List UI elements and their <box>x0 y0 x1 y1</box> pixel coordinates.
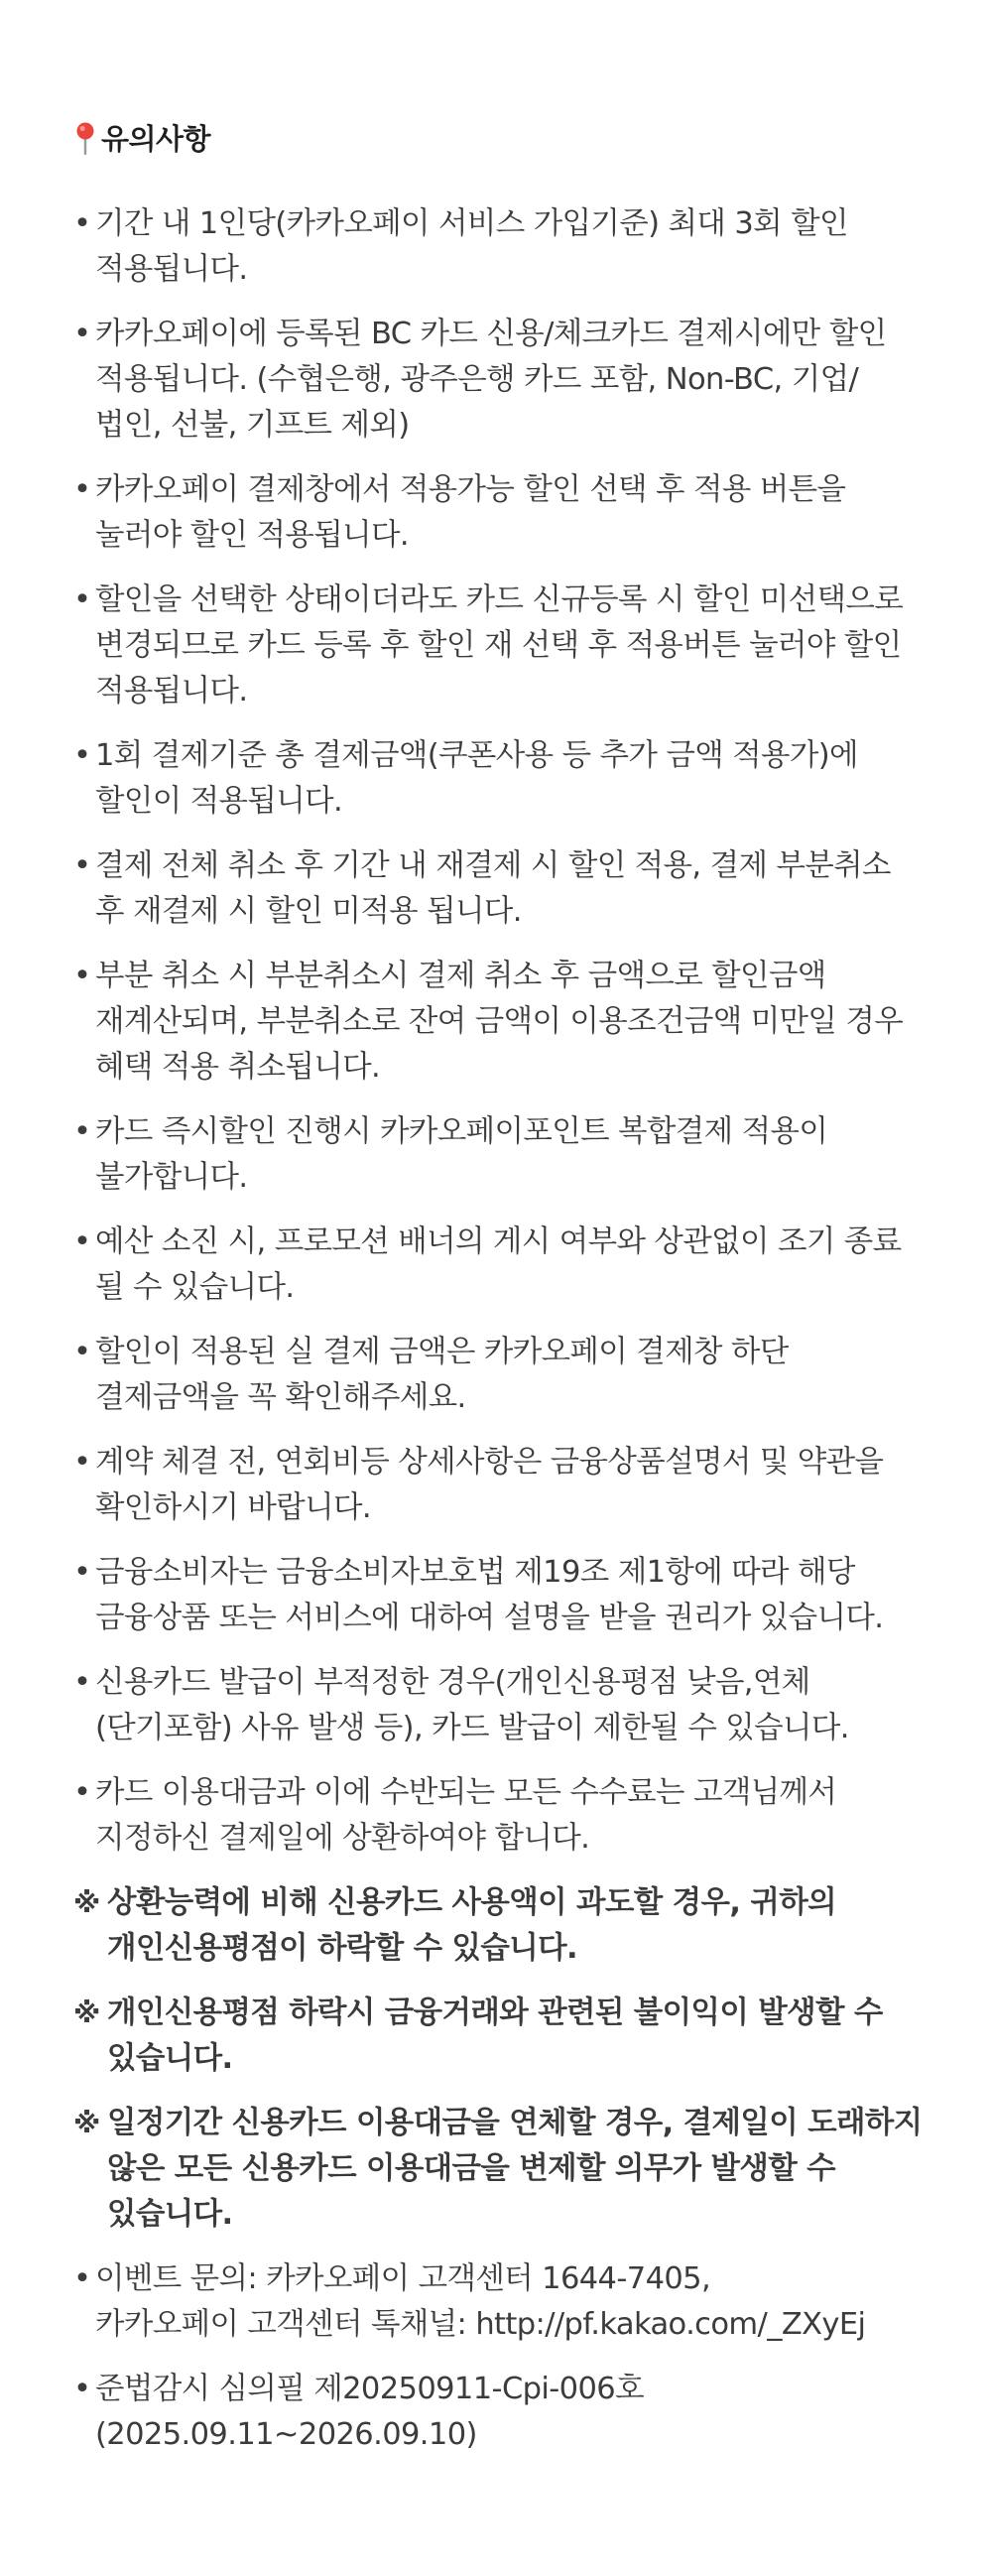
reference-mark: ※ <box>73 1886 100 1919</box>
notice-item <box>73 1440 923 1531</box>
notice-item-text: 일정기간 신용카드 이용대금을 연체할 경우, 결제일이 도래하지 않은 모든 신용카드 이용대금을 변제할 의무가 발생할 수 있습니다. <box>107 2106 923 2232</box>
bullet-mark: • <box>73 1445 91 1480</box>
bullet-mark: • <box>73 1224 91 1259</box>
bullet-mark: • <box>73 1775 91 1810</box>
notice-item-text: 카카오페이에 등록된 BC 카드 신용/체크카드 결제시에만 할인 적용됩니다. (수협은행, 광주은행 카드 포함, Non-BC, 기업/법인, 선불, 기프트 제외) <box>95 317 887 443</box>
notice-item-text: 상환능력에 비해 신용카드 사용액이 과도할 경우, 귀하의 개인신용평점이 하락할 수 있습니다. <box>107 1885 836 1966</box>
notice-item-text: 카카오페이 결제창에서 적용가능 할인 선택 후 적용 버튼을 눌러야 할인 적용됩니다. <box>95 472 846 553</box>
notice-item <box>73 1550 923 1641</box>
notice-item <box>73 954 923 1091</box>
notice-item-text: 결제 전체 취소 후 기간 내 재결제 시 할인 적용, 결제 부분취소 후 재결제 시 할인 미적용 됩니다. <box>95 848 891 929</box>
bullet-mark: • <box>73 206 91 241</box>
notice-item-text: 할인을 선택한 상태이더라도 카드 신규등록 시 할인 미선택으로 변경되므로 카드 등록 후 할인 재 선택 후 적용버튼 눌러야 할인 적용됩니다. <box>95 582 904 708</box>
notice-list <box>73 201 923 2458</box>
notice-item-text: 금융소비자는 금융소비자보호법 제19조 제1항에 따라 해당 금융상품 또는 서비스에 대하여 설명을 받을 권리가 있습니다. <box>95 1555 884 1635</box>
bullet-mark: • <box>73 1114 91 1149</box>
notice-item <box>73 2367 923 2458</box>
notice-item-text: 개인신용평점 하락시 금융거래와 관련된 불이익이 발생할 수 있습니다. <box>107 1996 883 2076</box>
warning-item <box>73 1991 923 2082</box>
notice-item <box>73 2256 923 2348</box>
notice-header <box>73 117 923 158</box>
notice-item-text: 할인이 적용된 실 결제 금액은 카카오페이 결제창 하단 결제금액을 꼭 확인해주세요. <box>95 1335 789 1415</box>
notice-item-text: 신용카드 발급이 부적정한 경우(개인신용평점 낮음,연체(단기포함) 사유 발생 등), 카드 발급이 제한될 수 있습니다. <box>95 1665 849 1745</box>
notice-item <box>73 467 923 559</box>
reference-mark: ※ <box>73 1996 100 2029</box>
pin-icon <box>73 121 97 155</box>
bullet-mark: • <box>73 1555 91 1590</box>
notice-item <box>73 578 923 714</box>
bullet-mark: • <box>73 317 91 351</box>
bullet-mark: • <box>73 1665 91 1700</box>
notice-item-text: 1회 결제기준 총 결제금액(쿠폰사용 등 추가 금액 적용가)에 할인이 적용됩니다. <box>95 738 858 819</box>
bullet-mark: • <box>73 2372 91 2406</box>
bullet-mark: • <box>73 959 91 993</box>
bullet-mark: • <box>73 472 91 507</box>
notice-item-text: 기간 내 1인당(카카오페이 서비스 가입기준) 최대 3회 할인 적용됩니다. <box>95 206 848 287</box>
notice-item-text: 준법감시 심의필 제20250911-Cpi-006호 (2025.09.11~2026.09.10) <box>95 2372 644 2452</box>
notice-item-text: 이벤트 문의: 카카오페이 고객센터 1644-7405, 카카오페이 고객센터 톡채널: http://pf.kakao.com/_ZXyEj <box>95 2261 866 2342</box>
notice-item <box>73 1109 923 1201</box>
notice-title: 유의사항 <box>101 122 211 156</box>
bullet-mark: • <box>73 848 91 883</box>
notice-item <box>73 733 923 825</box>
bullet-mark: • <box>73 2261 91 2296</box>
notice-item <box>73 201 923 293</box>
notice-item <box>73 843 923 935</box>
notice-item-text: 예산 소진 시, 프로모션 배너의 게시 여부와 상관없이 조기 종료 될 수 있습니다. <box>95 1224 902 1305</box>
warning-item <box>73 1880 923 1972</box>
notice-item-text: 카드 이용대금과 이에 수반되는 모든 수수료는 고객님께서 지정하신 결제일에 상환하여야 합니다. <box>95 1775 837 1856</box>
reference-mark: ※ <box>73 2107 100 2139</box>
bullet-mark: • <box>73 738 91 773</box>
warning-item <box>73 2101 923 2238</box>
bullet-mark: • <box>73 1335 91 1369</box>
bullet-mark: • <box>73 582 91 617</box>
notice-item-text: 계약 체결 전, 연회비등 상세사항은 금융상품설명서 및 약관을 확인하시기 바랍니다. <box>95 1445 884 1525</box>
notice-item-text: 카드 즉시할인 진행시 카카오페이포인트 복합결제 적용이 불가합니다. <box>95 1114 828 1195</box>
notice-item <box>73 1660 923 1751</box>
notice-item <box>73 1770 923 1862</box>
notice-item <box>73 1220 923 1311</box>
notice-item <box>73 1330 923 1421</box>
notice-item <box>73 312 923 449</box>
notice-item-text: 부분 취소 시 부분취소시 결제 취소 후 금액으로 할인금액 재계산되며, 부분취소로 잔여 금액이 이용조건금액 미만일 경우 혜택 적용 취소됩니다. <box>95 959 904 1085</box>
